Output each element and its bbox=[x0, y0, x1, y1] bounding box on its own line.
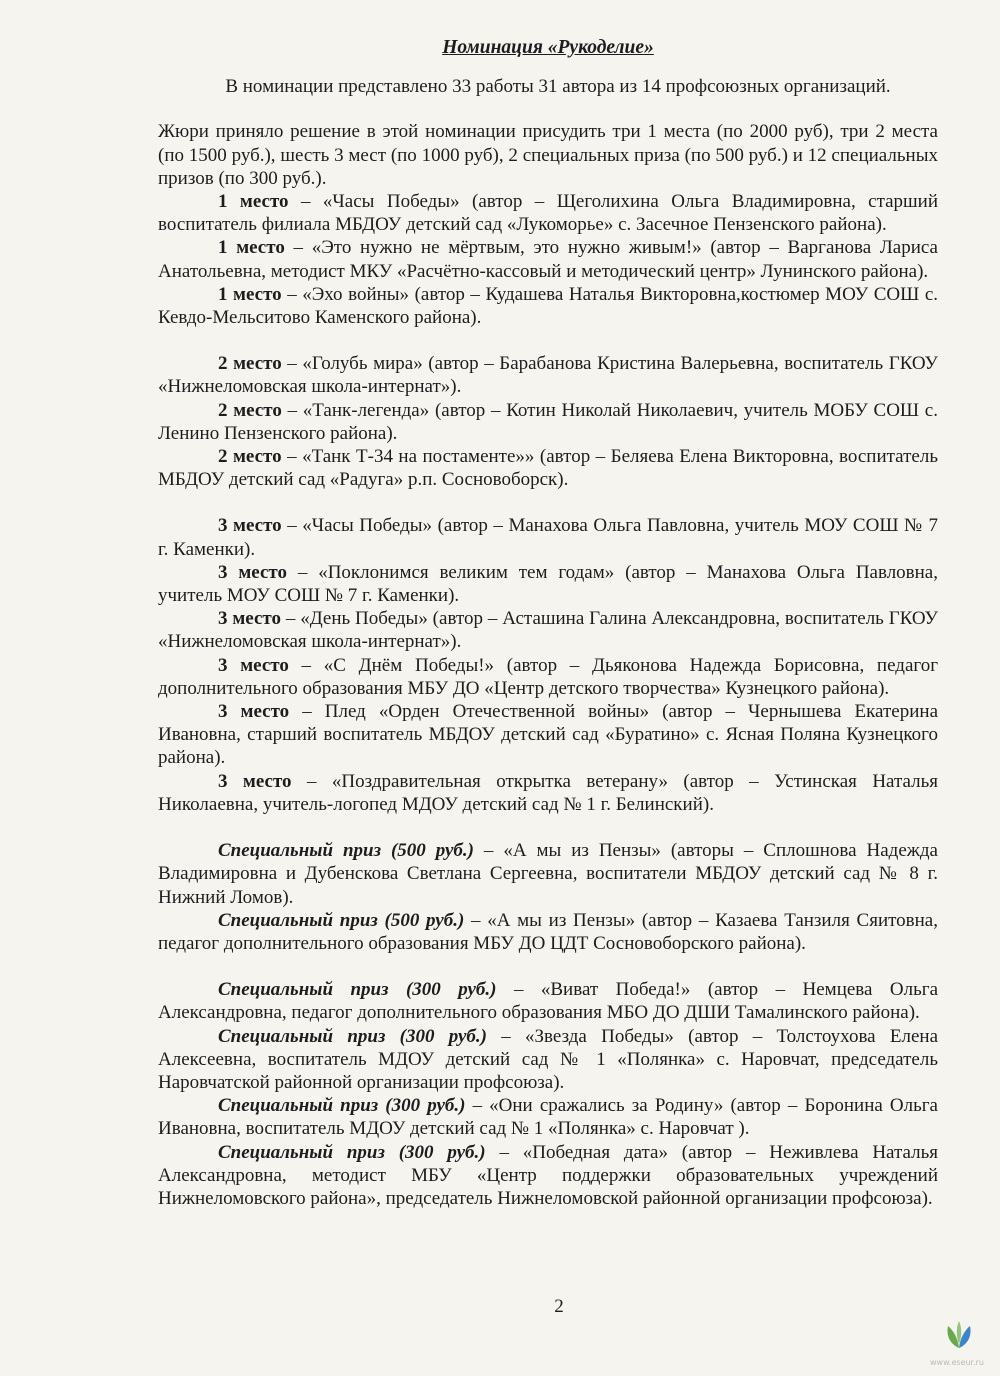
award-label: 3 место bbox=[218, 654, 289, 676]
award-text: – «Это нужно не мёртвым, это нужно живым!» (автор – Варганова Лариса Анатольевна, методист МКУ «Расчётно-кассовый и методический центр» Лунинского района). bbox=[158, 237, 938, 282]
document-body bbox=[158, 36, 938, 1210]
award-text: – «А мы из Пензы» (автор – Казаева Танзиля Сяитовна, педагог дополнительного образования МБУ ДО ЦДТ Сосновоборского района). bbox=[158, 909, 938, 954]
award-label: 3 место bbox=[218, 608, 281, 630]
award-text: – «Поздравительная открытка ветерану» (автор – Устинская Наталья Николаевна, учитель-логопед МДОУ детский сад № 1 г. Белинский). bbox=[158, 770, 938, 815]
award-entry bbox=[158, 352, 938, 398]
section-gap bbox=[158, 955, 938, 978]
award-entry bbox=[158, 839, 938, 909]
award-text: – «Виват Победа!» (автор – Немцева Ольга Александровна, педагог дополнительного образования МБО ДО ДШИ Тамалинского района). bbox=[158, 979, 938, 1024]
award-text: – «День Победы» (автор – Асташина Галина Александровна, воспитатель ГКОУ «Нижнеломовская школа-интернат»). bbox=[158, 608, 938, 653]
award-text: – Плед «Орден Отечественной войны» (автор – Чернышева Екатерина Ивановна, старший воспитатель МБДОУ детский сад «Буратино» с. Ясная Поляна Кузнецкого района). bbox=[158, 701, 939, 769]
award-label: Специальный приз (500 руб.) bbox=[218, 909, 465, 931]
award-text: – «А мы из Пензы» (авторы – Сплошнова Надежда Владимировна и Дубенскова Светлана Сергеевна, воспитатели МБДОУ детский сад № 8 г. Нижний Ломов). bbox=[158, 840, 938, 908]
award-text: – «Голубь мира» (автор – Барабанова Кристина Валерьевна, воспитатель ГКОУ «Нижнеломовская школа-интернат»). bbox=[158, 353, 939, 398]
award-label: Специальный приз (300 руб.) bbox=[218, 1095, 466, 1117]
award-label: 3 место bbox=[218, 515, 282, 537]
award-entry bbox=[158, 445, 938, 491]
award-entry bbox=[158, 561, 938, 607]
award-label: Специальный приз (300 руб.) bbox=[218, 1141, 486, 1163]
award-text: – «Победная дата» (автор – Неживлева Наталья Александровна, методист МБУ «Центр поддержки образовательных учреждений Нижнеломовского района», председатель Нижнеломовской районной организации профсоюза). bbox=[158, 1141, 939, 1209]
award-entry bbox=[158, 236, 938, 282]
award-text: – «Часы Победы» (автор – Манахова Ольга Павловна, учитель МОУ СОШ № 7 г. Каменки). bbox=[158, 515, 938, 560]
award-label: 1 место bbox=[218, 237, 285, 259]
award-label: 1 место bbox=[218, 191, 289, 213]
award-label: Специальный приз (500 руб.) bbox=[218, 840, 474, 862]
award-label: 1 место bbox=[218, 283, 282, 305]
award-label: Специальный приз (300 руб.) bbox=[218, 979, 497, 1001]
award-label: 2 место bbox=[218, 446, 282, 468]
award-entry bbox=[158, 978, 938, 1024]
award-text: – «Танк-легенда» (автор – Котин Николай Николаевич, учитель МОБУ СОШ с. Ленино Пензенского района). bbox=[158, 399, 938, 444]
award-label: 3 место bbox=[218, 770, 292, 792]
award-entry bbox=[158, 514, 938, 560]
award-entry bbox=[158, 190, 938, 236]
award-entry bbox=[158, 654, 938, 700]
section-gap bbox=[158, 816, 938, 839]
third-place-section bbox=[158, 514, 938, 816]
award-entry bbox=[158, 1025, 938, 1095]
award-entry bbox=[158, 607, 938, 653]
award-text: – «С Днём Победы!» (автор – Дьяконова Надежда Борисовна, педагог дополнительного образования МБУ ДО «Центр детского творчества» Кузнецкого района). bbox=[158, 654, 938, 699]
award-entry bbox=[158, 283, 938, 329]
award-text: – «Поклонимся великим тем годам» (автор – Манахова Ольга Павловна, учитель МОУ СОШ № 7 г. Каменки). bbox=[158, 561, 938, 607]
special-500-section bbox=[158, 839, 938, 955]
award-label: 2 место bbox=[218, 353, 282, 375]
award-entry bbox=[158, 770, 938, 816]
section-gap bbox=[158, 329, 938, 352]
award-text: – «Они сражались за Родину» (автор – Боронина Ольга Ивановна, воспитатель МДОУ детский сад № 1 «Полянка» с. Наровчат ). bbox=[158, 1095, 938, 1140]
award-text: – «Эхо войны» (автор – Кудашева Наталья Викторовна,костюмер МОУ СОШ с. Кевдо-Мельситово Каменского района). bbox=[158, 283, 938, 329]
award-label: 3 место bbox=[218, 701, 290, 723]
award-label: 2 место bbox=[218, 399, 282, 421]
award-label: 3 место bbox=[218, 561, 287, 583]
award-entry bbox=[158, 1094, 938, 1140]
nomination-title: Номинация «Рукоделие» bbox=[442, 37, 654, 58]
award-text: – «Звезда Победы» (автор – Толстоухова Елена Алексеевна, воспитатель МДОУ детский сад № 1 «Полянка» с. Наровчат, председатель Наровчатской районной организации профсоюза). bbox=[158, 1025, 939, 1093]
section-gap bbox=[158, 491, 938, 514]
second-place-section bbox=[158, 352, 938, 491]
intro-paragraph: В номинации представлено 33 работы 31 автора из 14 профсоюзных организаций. bbox=[225, 76, 891, 98]
award-entry bbox=[158, 700, 938, 770]
award-label: Специальный приз (300 руб.) bbox=[218, 1025, 487, 1047]
award-entry bbox=[158, 399, 938, 445]
union-logo-icon bbox=[944, 1318, 974, 1352]
award-text: – «Часы Победы» (автор – Щеголихина Ольга Владимировна, старший воспитатель филиала МБДОУ детский сад «Лукоморье» с. Засечное Пензенского района). bbox=[158, 191, 939, 236]
award-entry bbox=[158, 1141, 938, 1211]
jury-decision-paragraph: Жюри приняло решение в этой номинации присудить три 1 места (по 2000 руб), три 2 места (по 1500 руб.), шесть 3 мест (по 1000 руб), 2 специальных приза (по 500 руб.) и 12 специальных призов (по 300 руб.). bbox=[158, 121, 938, 189]
watermark-text: www.eseur.ru bbox=[930, 1358, 984, 1367]
award-entry bbox=[158, 909, 938, 955]
first-place-section bbox=[158, 190, 938, 329]
special-300-section bbox=[158, 978, 938, 1210]
award-text: – «Танк Т-34 на постаменте»» (автор – Беляева Елена Викторовна, воспитатель МБДОУ детский сад «Радуга» р.п. Сосновоборск). bbox=[158, 446, 939, 491]
page-number: 2 bbox=[554, 1296, 564, 1317]
